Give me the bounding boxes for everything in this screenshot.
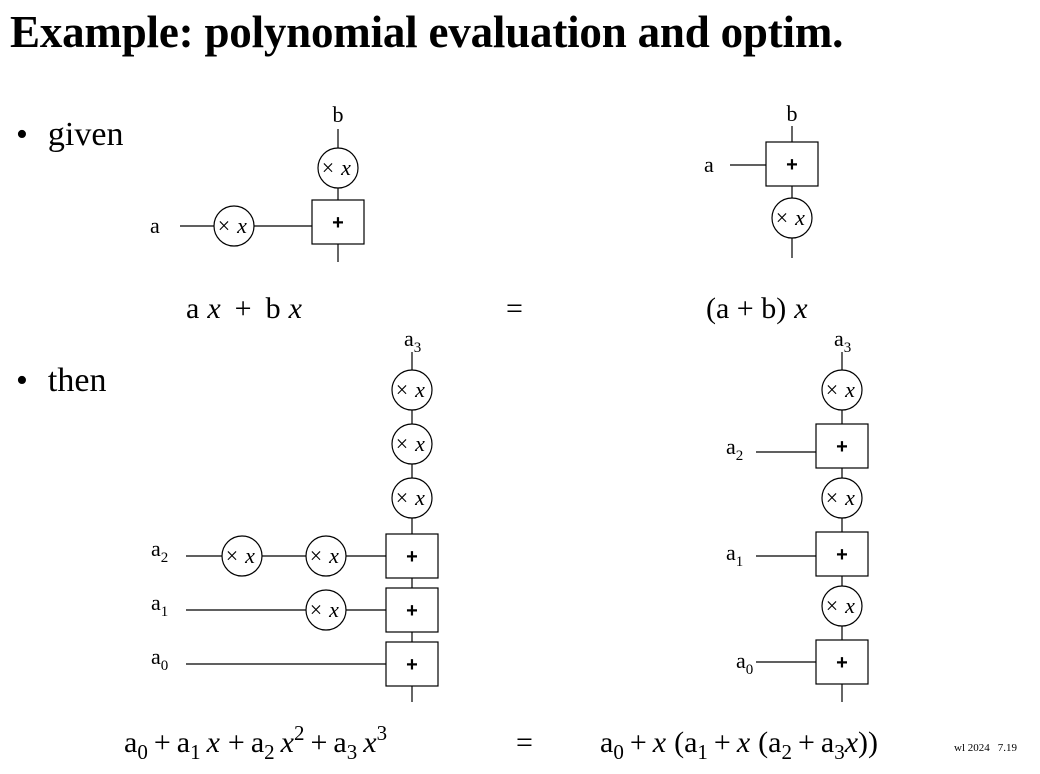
svg-text:+: + <box>406 546 418 568</box>
mul-node <box>822 586 862 626</box>
mul-node <box>318 148 358 188</box>
given-right-input-a: a <box>704 152 714 177</box>
svg-text:×: × <box>395 485 409 510</box>
slide-title: Example: polynomial evaluation and optim. <box>10 7 844 57</box>
svg-text:×: × <box>309 543 323 568</box>
add-node <box>816 424 868 468</box>
add-node <box>312 200 364 244</box>
svg-text:×: × <box>309 597 323 622</box>
add-node <box>816 640 868 684</box>
svg-text:+: + <box>332 212 344 234</box>
svg-text:×: × <box>225 543 239 568</box>
then-lhs-equation: $a_0 + a_1$ $x + a_2$ $x^2 + a_3$ $x^3$ <box>124 721 388 764</box>
then-left-a2-label: $a_2$ <box>151 536 169 566</box>
svg-text:+: + <box>406 654 418 676</box>
mul-node <box>392 370 432 410</box>
given-left-input-a: a <box>150 213 160 238</box>
add-node <box>386 642 438 686</box>
mul-node <box>214 206 254 246</box>
footer-author-year: wl 2024 <box>954 742 990 754</box>
svg-text:×: × <box>395 431 409 456</box>
svg-text:x: x <box>329 597 339 622</box>
given-right-input-b: b <box>786 101 798 126</box>
mul-node <box>306 536 346 576</box>
then-right-a0-label: $a_0$ <box>736 648 754 678</box>
svg-text:x: x <box>329 543 339 568</box>
svg-text:x: x <box>845 377 855 402</box>
given-rhs-equation: (a + b) x <box>706 292 808 325</box>
add-node <box>386 534 438 578</box>
footer-page-number: 7.19 <box>997 742 1017 754</box>
bullet-then-label: then <box>47 362 107 399</box>
mul-node <box>822 370 862 410</box>
svg-text:×: × <box>395 377 409 402</box>
mul-node <box>772 198 812 238</box>
then-left-a1-label: $a_1$ <box>151 590 169 620</box>
svg-text:+: + <box>836 544 848 566</box>
mul-node <box>392 424 432 464</box>
svg-text:×: × <box>321 155 335 180</box>
svg-text:x: x <box>245 543 255 568</box>
add-node <box>766 142 818 186</box>
then-right-a2-label: $a_2$ <box>726 434 744 464</box>
mul-node <box>222 536 262 576</box>
then-rhs-equation: $a_0 + x$ ($a_1 + x$ $(a_2 + a_3x)$) <box>600 726 879 764</box>
svg-text:+: + <box>786 154 798 176</box>
then-left-a0-label: $a_0$ <box>151 644 169 674</box>
add-node <box>386 588 438 632</box>
svg-text:+: + <box>836 436 848 458</box>
svg-text:x: x <box>237 213 247 238</box>
bullet-given-label: given <box>47 116 124 153</box>
svg-text:×: × <box>825 485 839 510</box>
mul-node <box>306 590 346 630</box>
then-right-a3-label: $a_3$ <box>834 326 852 356</box>
mul-node <box>822 478 862 518</box>
bullet-dot: • <box>16 362 28 399</box>
svg-text:x: x <box>415 431 425 456</box>
mul-node <box>392 478 432 518</box>
given-lhs-equation: a x + b x <box>186 292 302 325</box>
add-node <box>816 532 868 576</box>
then-left-wiring <box>186 352 412 702</box>
svg-text:×: × <box>217 213 231 238</box>
slide-footer <box>954 742 1025 754</box>
then-right-a1-label: $a_1$ <box>726 540 744 570</box>
svg-text:×: × <box>775 205 789 230</box>
svg-text:x: x <box>415 377 425 402</box>
then-equals-sign: = <box>516 726 533 759</box>
given-equals-sign: = <box>506 292 523 325</box>
svg-text:+: + <box>836 652 848 674</box>
svg-text:×: × <box>825 377 839 402</box>
svg-text:x: x <box>845 593 855 618</box>
svg-text:x: x <box>845 485 855 510</box>
svg-text:x: x <box>415 485 425 510</box>
svg-text:+: + <box>406 600 418 622</box>
given-left-input-b: b <box>332 102 344 127</box>
bullet-dot: • <box>16 116 28 153</box>
svg-text:x: x <box>795 205 805 230</box>
svg-text:×: × <box>825 593 839 618</box>
svg-text:x: x <box>341 155 351 180</box>
then-left-a3-label: $a_3$ <box>404 326 422 356</box>
